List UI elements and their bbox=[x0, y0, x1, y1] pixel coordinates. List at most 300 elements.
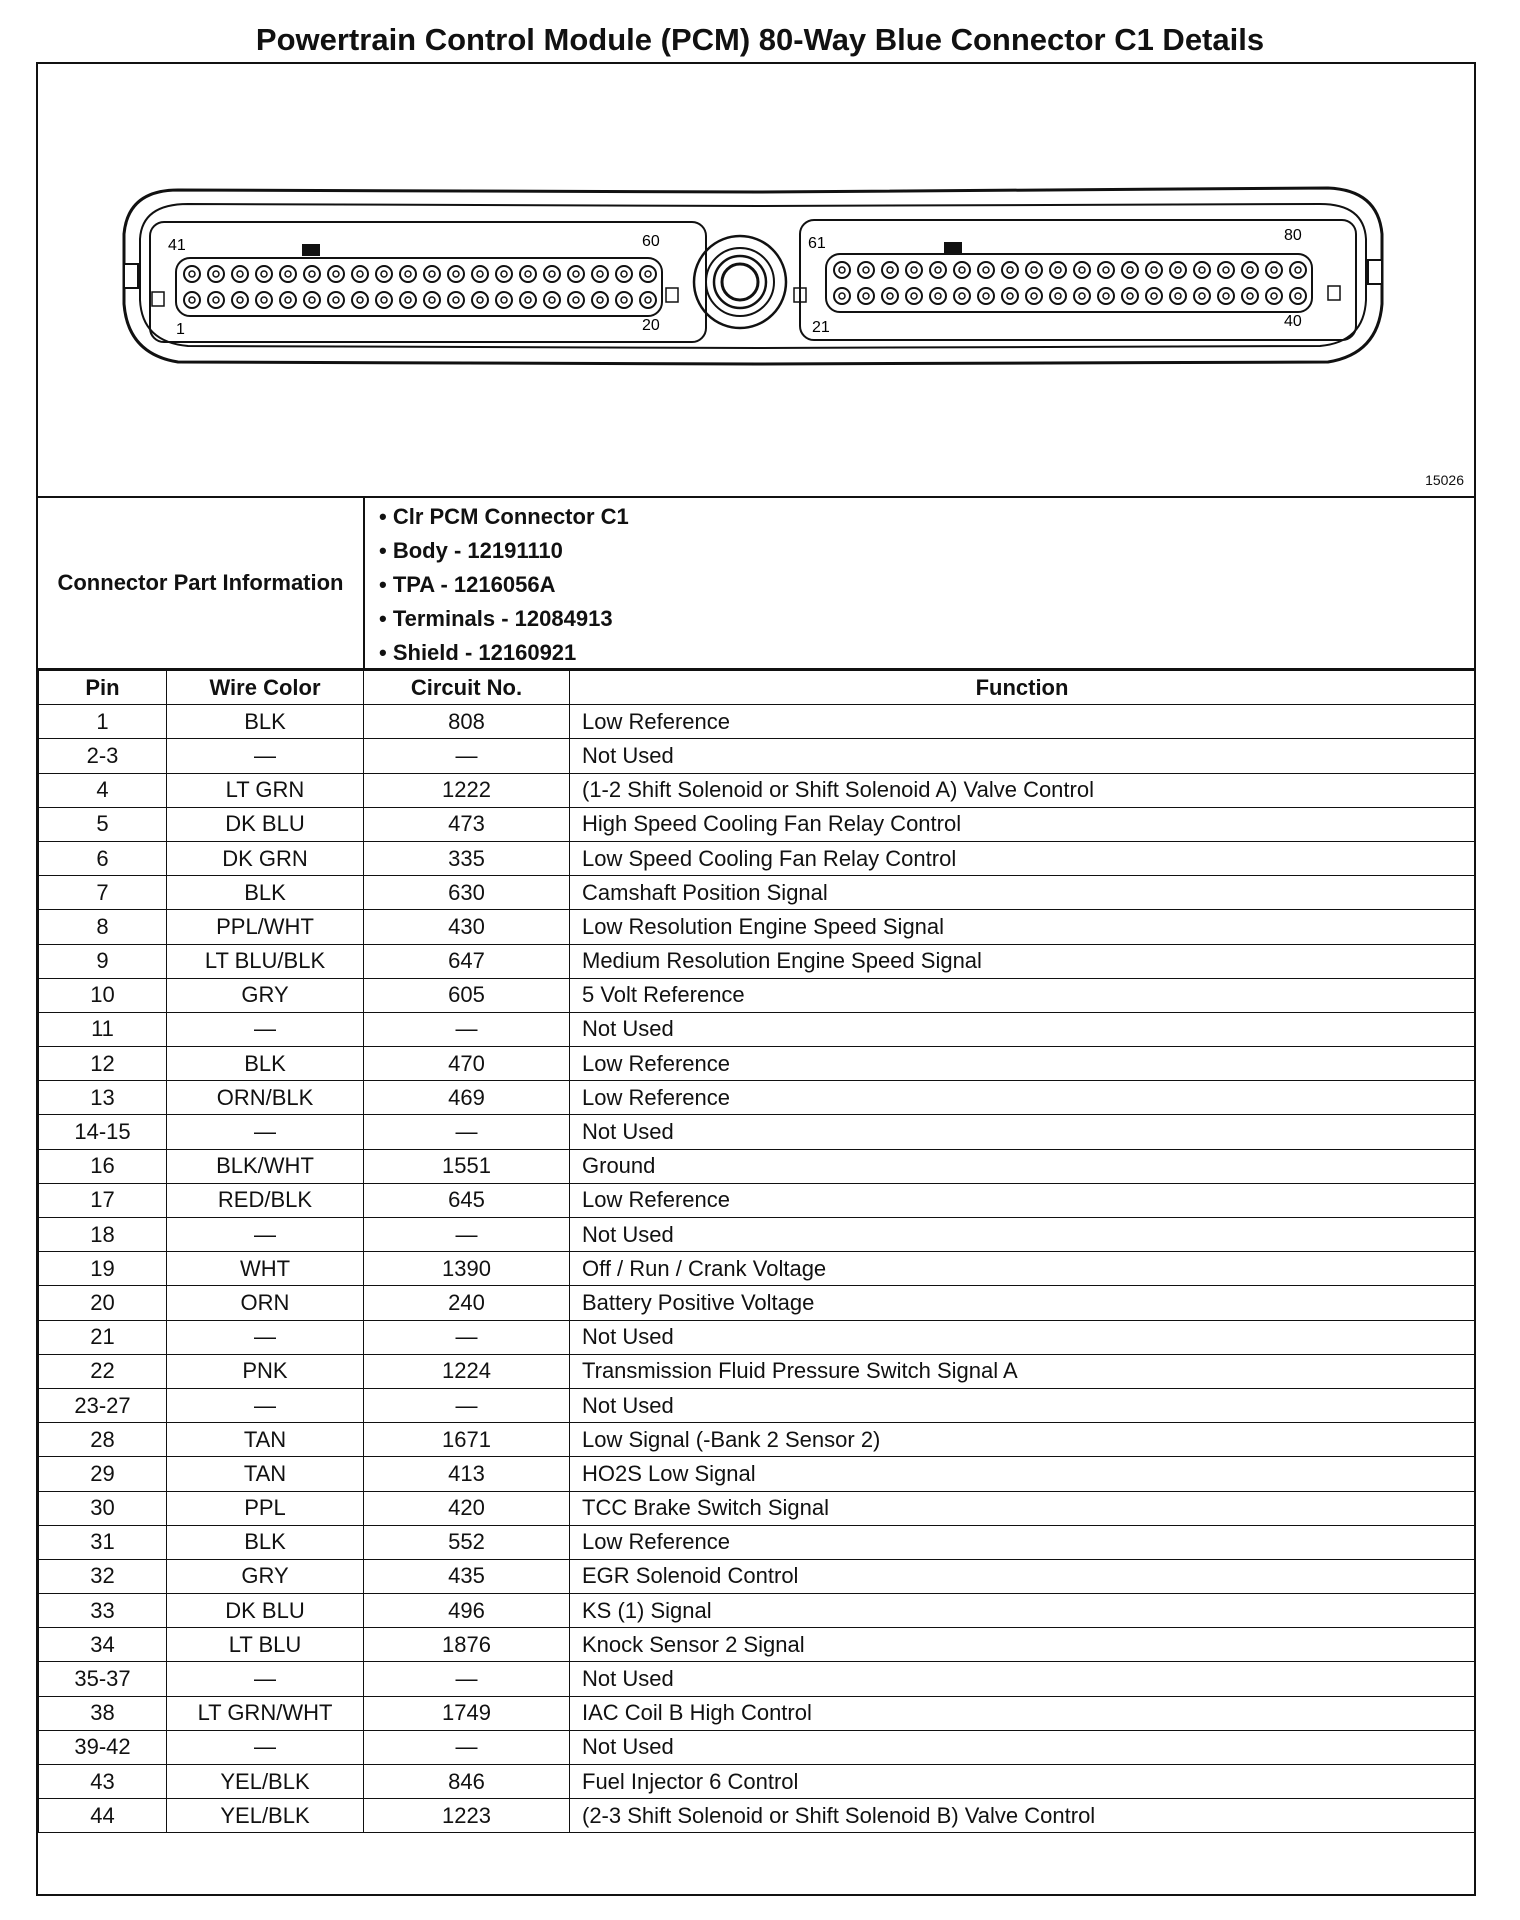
table-row bbox=[39, 807, 1475, 841]
pin-hole bbox=[304, 266, 320, 282]
table-row bbox=[39, 1491, 1475, 1525]
cell-function: Not Used bbox=[570, 1730, 1475, 1764]
cell-circuit-no: 435 bbox=[364, 1559, 570, 1593]
cell-circuit-no: 846 bbox=[364, 1765, 570, 1799]
pin-hole-center bbox=[549, 297, 555, 303]
pin-hole-center bbox=[549, 271, 555, 277]
pin-hole-center bbox=[839, 267, 845, 273]
pin-hole-center bbox=[1103, 267, 1109, 273]
pin-hole bbox=[1194, 288, 1210, 304]
cell-function: Low Speed Cooling Fan Relay Control bbox=[570, 841, 1475, 875]
part-info-item: • Terminals - 12084913 bbox=[365, 602, 1465, 636]
pin-hole bbox=[1146, 288, 1162, 304]
pin-hole-center bbox=[1175, 267, 1181, 273]
pin-hole bbox=[448, 266, 464, 282]
pin-hole bbox=[472, 266, 488, 282]
table-row bbox=[39, 1252, 1475, 1286]
table-row bbox=[39, 1218, 1475, 1252]
cell-pin: 44 bbox=[39, 1799, 167, 1833]
cell-function: Low Signal (-Bank 2 Sensor 2) bbox=[570, 1423, 1475, 1457]
pin-hole bbox=[954, 262, 970, 278]
cell-circuit-no: 1749 bbox=[364, 1696, 570, 1730]
cell-circuit-no: 1222 bbox=[364, 773, 570, 807]
cell-function: (1-2 Shift Solenoid or Shift Solenoid A) Valve Control bbox=[570, 773, 1475, 807]
pin-hole-center bbox=[1223, 293, 1229, 299]
pin-hole bbox=[858, 288, 874, 304]
pin-hole bbox=[1170, 262, 1186, 278]
cell-function: Low Reference bbox=[570, 1047, 1475, 1081]
cell-circuit-no: 1876 bbox=[364, 1628, 570, 1662]
cell-circuit-no: — bbox=[364, 1730, 570, 1764]
pin-hole-center bbox=[1247, 293, 1253, 299]
pin-hole bbox=[1290, 288, 1306, 304]
cell-circuit-no: 335 bbox=[364, 841, 570, 875]
cell-circuit-no: — bbox=[364, 1662, 570, 1696]
pin-hole bbox=[520, 292, 536, 308]
cell-wire-color: — bbox=[167, 1320, 364, 1354]
pin-hole bbox=[1146, 262, 1162, 278]
cell-pin: 13 bbox=[39, 1081, 167, 1115]
pin-hole-center bbox=[573, 271, 579, 277]
cell-pin: 4 bbox=[39, 773, 167, 807]
pin-hole-center bbox=[477, 297, 483, 303]
pin-hole bbox=[1050, 288, 1066, 304]
cell-circuit-no: 430 bbox=[364, 910, 570, 944]
cell-pin: 38 bbox=[39, 1696, 167, 1730]
cell-wire-color: BLK bbox=[167, 705, 364, 739]
pin-hole-center bbox=[285, 271, 291, 277]
pin-hole-center bbox=[333, 297, 339, 303]
cell-wire-color: DK GRN bbox=[167, 841, 364, 875]
table-row bbox=[39, 739, 1475, 773]
cell-circuit-no: — bbox=[364, 1388, 570, 1422]
cell-pin: 17 bbox=[39, 1183, 167, 1217]
pin-hole-center bbox=[429, 297, 435, 303]
cell-wire-color: — bbox=[167, 1115, 364, 1149]
part-info-item: • Body - 12191110 bbox=[365, 534, 1465, 568]
pin-hole bbox=[1218, 288, 1234, 304]
pin-hole-center bbox=[213, 297, 219, 303]
pin-hole bbox=[1122, 288, 1138, 304]
pin-hole bbox=[1290, 262, 1306, 278]
pin-hole bbox=[1002, 262, 1018, 278]
table-row bbox=[39, 944, 1475, 978]
part-info-item: • Clr PCM Connector C1 bbox=[365, 500, 1465, 534]
pin-hole-center bbox=[213, 271, 219, 277]
pin-hole-center bbox=[863, 267, 869, 273]
pin-hole-center bbox=[357, 271, 363, 277]
cell-function: High Speed Cooling Fan Relay Control bbox=[570, 807, 1475, 841]
cell-circuit-no: 645 bbox=[364, 1183, 570, 1217]
pin-hole bbox=[400, 292, 416, 308]
pin-hole-center bbox=[1079, 293, 1085, 299]
header-function: Function bbox=[570, 671, 1475, 705]
pin-hole-center bbox=[1151, 267, 1157, 273]
pin-hole-center bbox=[501, 271, 507, 277]
cell-pin: 11 bbox=[39, 1012, 167, 1046]
cell-pin: 16 bbox=[39, 1149, 167, 1183]
pin-hole-center bbox=[1175, 293, 1181, 299]
pin-hole bbox=[280, 292, 296, 308]
pin-hole bbox=[208, 266, 224, 282]
pin-hole bbox=[858, 262, 874, 278]
pin-hole-center bbox=[261, 297, 267, 303]
pin-hole-center bbox=[597, 271, 603, 277]
pin-hole bbox=[1266, 288, 1282, 304]
document-frame bbox=[36, 62, 1476, 1896]
cell-function: Not Used bbox=[570, 1012, 1475, 1046]
cell-wire-color: — bbox=[167, 1388, 364, 1422]
cell-circuit-no: — bbox=[364, 1218, 570, 1252]
cell-function: Battery Positive Voltage bbox=[570, 1286, 1475, 1320]
page-title: Powertrain Control Module (PCM) 80-Way Blue Connector C1 Details bbox=[255, 22, 1265, 57]
cell-circuit-no: 1671 bbox=[364, 1423, 570, 1457]
pin-hole-center bbox=[1271, 267, 1277, 273]
pin-hole-center bbox=[405, 297, 411, 303]
cell-wire-color: PPL bbox=[167, 1491, 364, 1525]
cell-wire-color: LT GRN/WHT bbox=[167, 1696, 364, 1730]
pin-hole-center bbox=[261, 271, 267, 277]
pin-hole bbox=[592, 266, 608, 282]
cell-function: 5 Volt Reference bbox=[570, 978, 1475, 1012]
cell-wire-color: GRY bbox=[167, 1559, 364, 1593]
cell-circuit-no: 496 bbox=[364, 1594, 570, 1628]
cell-pin: 23-27 bbox=[39, 1388, 167, 1422]
table-row bbox=[39, 1765, 1475, 1799]
pin-hole bbox=[616, 292, 632, 308]
pin-hole-center bbox=[1295, 267, 1301, 273]
pin-hole-center bbox=[189, 297, 195, 303]
cell-wire-color: RED/BLK bbox=[167, 1183, 364, 1217]
cell-function: Low Reference bbox=[570, 705, 1475, 739]
table-row bbox=[39, 1457, 1475, 1491]
connector-diagram bbox=[38, 64, 1474, 498]
cell-circuit-no: 420 bbox=[364, 1491, 570, 1525]
table-row bbox=[39, 1183, 1475, 1217]
pin-hole bbox=[1266, 262, 1282, 278]
pin-hole bbox=[834, 288, 850, 304]
pin-hole bbox=[954, 288, 970, 304]
cell-function: Not Used bbox=[570, 1115, 1475, 1149]
pin-hole-center bbox=[621, 297, 627, 303]
cell-pin: 10 bbox=[39, 978, 167, 1012]
pin-hole-center bbox=[911, 293, 917, 299]
pin-hole bbox=[328, 266, 344, 282]
table-row bbox=[39, 1081, 1475, 1115]
cell-wire-color: YEL/BLK bbox=[167, 1765, 364, 1799]
cell-pin: 28 bbox=[39, 1423, 167, 1457]
pin-hole-center bbox=[1031, 267, 1037, 273]
pin-hole-center bbox=[357, 297, 363, 303]
pin-hole-center bbox=[309, 271, 315, 277]
connector-part-info-list bbox=[365, 498, 1465, 670]
connector-part-info bbox=[38, 498, 1474, 670]
pin-label-80: 80 bbox=[1284, 227, 1302, 244]
pin-hole-center bbox=[1151, 293, 1157, 299]
header-wire-color: Wire Color bbox=[167, 671, 364, 705]
table-row bbox=[39, 773, 1475, 807]
pin-hole-center bbox=[189, 271, 195, 277]
pin-hole-center bbox=[1055, 267, 1061, 273]
cell-wire-color: WHT bbox=[167, 1252, 364, 1286]
cell-wire-color: DK BLU bbox=[167, 807, 364, 841]
table-row bbox=[39, 1320, 1475, 1354]
cell-wire-color: BLK/WHT bbox=[167, 1149, 364, 1183]
pin-hole bbox=[496, 292, 512, 308]
cell-function: KS (1) Signal bbox=[570, 1594, 1475, 1628]
pin-hole bbox=[568, 266, 584, 282]
pin-hole-center bbox=[333, 271, 339, 277]
cell-wire-color: — bbox=[167, 1012, 364, 1046]
pin-hole-center bbox=[429, 271, 435, 277]
cell-pin: 5 bbox=[39, 807, 167, 841]
table-row bbox=[39, 1628, 1475, 1662]
table-row bbox=[39, 1525, 1475, 1559]
cell-wire-color: LT BLU/BLK bbox=[167, 944, 364, 978]
cell-circuit-no: 1551 bbox=[364, 1149, 570, 1183]
cell-wire-color: ORN/BLK bbox=[167, 1081, 364, 1115]
cell-circuit-no: 630 bbox=[364, 876, 570, 910]
pin-hole-center bbox=[1199, 267, 1205, 273]
table-row bbox=[39, 1149, 1475, 1183]
cell-pin: 8 bbox=[39, 910, 167, 944]
cell-function: Not Used bbox=[570, 1320, 1475, 1354]
pin-hole bbox=[184, 292, 200, 308]
pin-hole bbox=[1218, 262, 1234, 278]
cell-circuit-no: 413 bbox=[364, 1457, 570, 1491]
table-row bbox=[39, 1696, 1475, 1730]
cell-function: Camshaft Position Signal bbox=[570, 876, 1475, 910]
cell-circuit-no: 647 bbox=[364, 944, 570, 978]
part-info-item: • TPA - 1216056A bbox=[365, 568, 1465, 602]
pin-hole-center bbox=[1031, 293, 1037, 299]
pin-hole-center bbox=[983, 267, 989, 273]
cell-function: Low Resolution Engine Speed Signal bbox=[570, 910, 1475, 944]
cell-circuit-no: 1223 bbox=[364, 1799, 570, 1833]
cell-function: Low Reference bbox=[570, 1183, 1475, 1217]
table-row bbox=[39, 978, 1475, 1012]
pin-hole-center bbox=[983, 293, 989, 299]
table-row bbox=[39, 910, 1475, 944]
pin-hole bbox=[930, 288, 946, 304]
table-row bbox=[39, 876, 1475, 910]
cell-wire-color: BLK bbox=[167, 876, 364, 910]
cell-wire-color: GRY bbox=[167, 978, 364, 1012]
cell-wire-color: BLK bbox=[167, 1525, 364, 1559]
pin-hole bbox=[352, 266, 368, 282]
pin-hole bbox=[352, 292, 368, 308]
pin-hole bbox=[1098, 288, 1114, 304]
pin-hole-center bbox=[309, 297, 315, 303]
cell-pin: 33 bbox=[39, 1594, 167, 1628]
pin-hole-center bbox=[887, 293, 893, 299]
pin-hole bbox=[472, 292, 488, 308]
cell-wire-color: — bbox=[167, 739, 364, 773]
cell-circuit-no: — bbox=[364, 1320, 570, 1354]
pin-hole-center bbox=[237, 271, 243, 277]
cell-wire-color: LT BLU bbox=[167, 1628, 364, 1662]
pin-hole bbox=[1002, 288, 1018, 304]
pin-hole bbox=[544, 266, 560, 282]
pin-hole bbox=[1122, 262, 1138, 278]
table-row bbox=[39, 1559, 1475, 1593]
table-row bbox=[39, 1799, 1475, 1833]
pin-hole bbox=[232, 266, 248, 282]
header-circuit-no: Circuit No. bbox=[364, 671, 570, 705]
pin-label-21: 21 bbox=[812, 319, 830, 336]
pin-hole bbox=[906, 288, 922, 304]
pin-hole-center bbox=[621, 271, 627, 277]
cell-wire-color: PPL/WHT bbox=[167, 910, 364, 944]
cell-pin: 34 bbox=[39, 1628, 167, 1662]
pin-hole bbox=[1074, 262, 1090, 278]
table-row bbox=[39, 1730, 1475, 1764]
table-row bbox=[39, 705, 1475, 739]
pin-hole-center bbox=[1247, 267, 1253, 273]
pin-hole-center bbox=[1127, 267, 1133, 273]
table-header-row bbox=[39, 671, 1475, 705]
pin-hole-center bbox=[381, 271, 387, 277]
cell-pin: 12 bbox=[39, 1047, 167, 1081]
pin-hole-center bbox=[525, 271, 531, 277]
cell-circuit-no: 605 bbox=[364, 978, 570, 1012]
pin-hole-center bbox=[237, 297, 243, 303]
cell-function: Off / Run / Crank Voltage bbox=[570, 1252, 1475, 1286]
cell-function: Fuel Injector 6 Control bbox=[570, 1765, 1475, 1799]
connector-part-info-label: Connector Part Information bbox=[38, 498, 365, 668]
cell-pin: 32 bbox=[39, 1559, 167, 1593]
pin-hole bbox=[640, 266, 656, 282]
table-row bbox=[39, 1662, 1475, 1696]
pin-hole-center bbox=[645, 297, 651, 303]
cell-pin: 22 bbox=[39, 1354, 167, 1388]
cell-function: Not Used bbox=[570, 1388, 1475, 1422]
cell-pin: 29 bbox=[39, 1457, 167, 1491]
pin-hole bbox=[424, 266, 440, 282]
pin-hole bbox=[978, 262, 994, 278]
pin-hole-center bbox=[887, 267, 893, 273]
pin-hole bbox=[568, 292, 584, 308]
pin-hole bbox=[448, 292, 464, 308]
cell-function: Low Reference bbox=[570, 1081, 1475, 1115]
cell-wire-color: — bbox=[167, 1218, 364, 1252]
cell-pin: 1 bbox=[39, 705, 167, 739]
table-row bbox=[39, 1115, 1475, 1149]
table-row bbox=[39, 841, 1475, 875]
pin-hole bbox=[376, 292, 392, 308]
pin-hole bbox=[376, 266, 392, 282]
pin-table-body bbox=[39, 705, 1475, 1833]
pin-hole-center bbox=[839, 293, 845, 299]
pin-hole bbox=[256, 266, 272, 282]
cell-pin: 7 bbox=[39, 876, 167, 910]
pin-hole bbox=[280, 266, 296, 282]
cell-circuit-no: 473 bbox=[364, 807, 570, 841]
pin-hole bbox=[640, 292, 656, 308]
pin-hole bbox=[184, 266, 200, 282]
cell-pin: 31 bbox=[39, 1525, 167, 1559]
pin-hole bbox=[1098, 262, 1114, 278]
cell-circuit-no: 1390 bbox=[364, 1252, 570, 1286]
pin-hole-center bbox=[1127, 293, 1133, 299]
left-pin-block bbox=[184, 266, 656, 308]
pin-hole bbox=[1242, 288, 1258, 304]
pin-hole-center bbox=[453, 297, 459, 303]
pin-hole bbox=[882, 262, 898, 278]
cell-function: Not Used bbox=[570, 1662, 1475, 1696]
pin-hole bbox=[256, 292, 272, 308]
pin-hole bbox=[208, 292, 224, 308]
pin-table bbox=[38, 670, 1475, 1833]
pin-hole bbox=[1170, 288, 1186, 304]
pin-hole bbox=[232, 292, 248, 308]
pin-hole-center bbox=[1055, 293, 1061, 299]
pin-hole bbox=[400, 266, 416, 282]
pin-hole bbox=[882, 288, 898, 304]
header-pin: Pin bbox=[39, 671, 167, 705]
cell-wire-color: — bbox=[167, 1662, 364, 1696]
pin-hole bbox=[978, 288, 994, 304]
pin-hole-center bbox=[959, 267, 965, 273]
pin-hole-center bbox=[1295, 293, 1301, 299]
table-row bbox=[39, 1388, 1475, 1422]
table-row bbox=[39, 1286, 1475, 1320]
cell-wire-color: PNK bbox=[167, 1354, 364, 1388]
cell-pin: 14-15 bbox=[39, 1115, 167, 1149]
pin-label-20: 20 bbox=[642, 317, 660, 334]
pin-hole-center bbox=[597, 297, 603, 303]
pin-label-61: 61 bbox=[808, 235, 826, 252]
pin-hole bbox=[1026, 262, 1042, 278]
cell-pin: 21 bbox=[39, 1320, 167, 1354]
cell-circuit-no: — bbox=[364, 739, 570, 773]
cell-pin: 2-3 bbox=[39, 739, 167, 773]
pin-hole-center bbox=[453, 271, 459, 277]
pin-hole bbox=[1050, 262, 1066, 278]
cell-wire-color: LT GRN bbox=[167, 773, 364, 807]
pin-hole-center bbox=[405, 271, 411, 277]
pin-hole-center bbox=[1223, 267, 1229, 273]
cell-circuit-no: — bbox=[364, 1115, 570, 1149]
cell-wire-color: ORN bbox=[167, 1286, 364, 1320]
right-pin-block bbox=[834, 262, 1306, 304]
cell-function: IAC Coil B High Control bbox=[570, 1696, 1475, 1730]
cell-function: Not Used bbox=[570, 739, 1475, 773]
connector-drawing bbox=[38, 64, 1474, 496]
cell-function: Transmission Fluid Pressure Switch Signal A bbox=[570, 1354, 1475, 1388]
pin-hole bbox=[304, 292, 320, 308]
pin-hole bbox=[496, 266, 512, 282]
cell-function: (2-3 Shift Solenoid or Shift Solenoid B) Valve Control bbox=[570, 1799, 1475, 1833]
pin-hole-center bbox=[1007, 267, 1013, 273]
pin-hole bbox=[544, 292, 560, 308]
pin-hole-center bbox=[863, 293, 869, 299]
pin-hole-center bbox=[477, 271, 483, 277]
cell-wire-color: — bbox=[167, 1730, 364, 1764]
pin-hole-center bbox=[911, 267, 917, 273]
pin-hole-center bbox=[381, 297, 387, 303]
cell-pin: 35-37 bbox=[39, 1662, 167, 1696]
pin-hole-center bbox=[1199, 293, 1205, 299]
cell-pin: 43 bbox=[39, 1765, 167, 1799]
pin-hole-center bbox=[525, 297, 531, 303]
pin-hole-center bbox=[1079, 267, 1085, 273]
cell-pin: 30 bbox=[39, 1491, 167, 1525]
pin-label-41: 41 bbox=[168, 237, 186, 254]
cell-function: HO2S Low Signal bbox=[570, 1457, 1475, 1491]
cell-circuit-no: 469 bbox=[364, 1081, 570, 1115]
pin-label-40: 40 bbox=[1284, 313, 1302, 330]
